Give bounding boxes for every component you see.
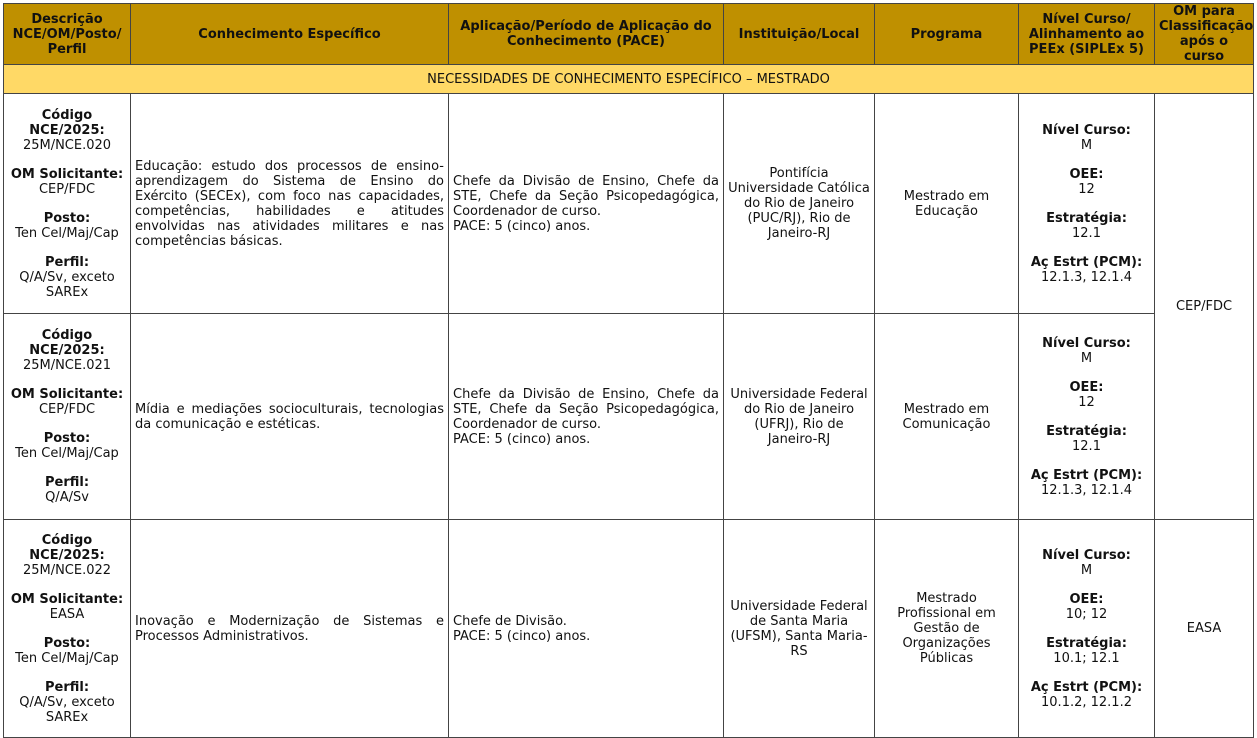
ac-estrt-value: 12.1.3, 12.1.4 bbox=[1041, 482, 1132, 498]
header-row bbox=[4, 4, 1254, 65]
om-classificacao-cell: EASA bbox=[1155, 520, 1254, 738]
nivel-cell bbox=[1019, 520, 1155, 738]
ac-estrt-value: 10.1.2, 12.1.2 bbox=[1041, 694, 1132, 710]
table-row bbox=[4, 314, 1254, 520]
perfil-value: Q/A/Sv, exceto SAREx bbox=[19, 269, 115, 300]
instituicao-cell: Pontifícia Universidade Católica do Rio de Janeiro (PUC/RJ), Rio de Janeiro-RJ bbox=[724, 94, 875, 314]
conhecimento-cell: Mídia e mediações socioculturais, tecnologias da comunicação e estéticas. bbox=[131, 314, 449, 520]
posto-value: Ten Cel/Maj/Cap bbox=[15, 225, 119, 241]
om-solicitante-label: OM Solicitante: bbox=[10, 387, 124, 402]
codigo-label: Código NCE/2025: bbox=[29, 328, 105, 358]
perfil-value: Q/A/Sv bbox=[45, 490, 89, 505]
pace-cell: Chefe de Divisão. PACE: 5 (cinco) anos. bbox=[449, 520, 724, 738]
table-row bbox=[4, 520, 1254, 738]
table-row bbox=[4, 94, 1254, 314]
instituicao-cell: Universidade Federal de Santa Maria (UFSM), Santa Maria-RS bbox=[724, 520, 875, 738]
om-classificacao-cell: CEP/FDC bbox=[1155, 94, 1254, 520]
pace-cell: Chefe da Divisão de Ensino, Chefe da STE, Chefe da Seção Psicopedagógica, Coordenador de curso. PACE: 5 (cinco) anos. bbox=[449, 94, 724, 314]
instituicao-cell: Universidade Federal do Rio de Janeiro (UFRJ), Rio de Janeiro-RJ bbox=[724, 314, 875, 520]
programa-cell: Mestrado em Comunicação bbox=[875, 314, 1019, 520]
estrategia-value: 10.1; 12.1 bbox=[1053, 650, 1120, 666]
header-om-classificacao: OM para Classificação após o curso bbox=[1155, 4, 1254, 65]
estrategia-value: 12.1 bbox=[1072, 225, 1101, 241]
nivel-curso-value: M bbox=[1080, 137, 1093, 153]
section-title: NECESSIDADES DE CONHECIMENTO ESPECÍFICO – MESTRADO bbox=[4, 65, 1254, 94]
header-nivel-curso: Nível Curso/ Alinhamento ao PEEx (SIPLEx 5) bbox=[1019, 4, 1155, 65]
programa-cell: Mestrado Profissional em Gestão de Organizações Públicas bbox=[875, 520, 1019, 738]
nivel-cell bbox=[1019, 314, 1155, 520]
oee-value: 10; 12 bbox=[1065, 606, 1108, 622]
perfil-value: Q/A/Sv, exceto SAREx bbox=[19, 694, 115, 725]
descricao-cell bbox=[4, 94, 131, 314]
nivel-curso-value: M bbox=[1080, 562, 1093, 578]
perfil-label: Perfil: bbox=[44, 254, 90, 270]
header-pace: Aplicação/Período de Aplicação do Conhecimento (PACE) bbox=[449, 4, 724, 65]
perfil-label: Perfil: bbox=[44, 475, 90, 490]
oee-value: 12 bbox=[1078, 394, 1095, 410]
om-solicitante-value: CEP/FDC bbox=[38, 181, 96, 197]
om-solicitante-label: OM Solicitante: bbox=[10, 591, 124, 607]
descricao-cell bbox=[4, 520, 131, 738]
estrategia-label: Estratégia: bbox=[1046, 635, 1127, 651]
codigo-value: 25M/NCE.020 bbox=[22, 137, 112, 153]
nivel-curso-label: Nível Curso: bbox=[1042, 547, 1131, 563]
header-instituicao: Instituição/Local bbox=[724, 4, 875, 65]
codigo-label: Código NCE/2025: bbox=[29, 532, 105, 563]
nivel-curso-label: Nível Curso: bbox=[1042, 122, 1131, 138]
oee-label: OEE: bbox=[1069, 379, 1104, 395]
om-solicitante-value: CEP/FDC bbox=[38, 402, 96, 417]
codigo-label: Código NCE/2025: bbox=[29, 107, 105, 138]
descricao-cell bbox=[4, 314, 131, 520]
conhecimento-cell: Inovação e Modernização de Sistemas e Processos Administrativos. bbox=[131, 520, 449, 738]
codigo-value: 25M/NCE.022 bbox=[22, 562, 112, 578]
om-solicitante-value: EASA bbox=[49, 606, 85, 622]
nivel-curso-label: Nível Curso: bbox=[1042, 335, 1131, 351]
header-descricao: Descrição NCE/OM/Posto/ Perfil bbox=[4, 4, 131, 65]
estrategia-label: Estratégia: bbox=[1046, 210, 1127, 226]
conhecimento-cell: Educação: estudo dos processos de ensino-aprendizagem do Sistema de Ensino do Exército (SECEx), com foco nas capacidades, competências, habilidades e atitudes envolvidas nas atividades militares e nas competências básicas. bbox=[131, 94, 449, 314]
estrategia-label: Estratégia: bbox=[1046, 423, 1127, 439]
ac-estrt-label: Aç Estrt (PCM): bbox=[1030, 467, 1143, 483]
posto-value: Ten Cel/Maj/Cap bbox=[15, 650, 119, 666]
ac-estrt-label: Aç Estrt (PCM): bbox=[1030, 254, 1143, 270]
programa-cell: Mestrado em Educação bbox=[875, 94, 1019, 314]
pace-cell: Chefe da Divisão de Ensino, Chefe da STE, Chefe da Seção Psicopedagógica, Coordenador de curso. PACE: 5 (cinco) anos. bbox=[449, 314, 724, 520]
estrategia-value: 12.1 bbox=[1072, 438, 1101, 454]
nce-table bbox=[3, 3, 1254, 738]
posto-value: Ten Cel/Maj/Cap bbox=[15, 446, 119, 461]
posto-label: Posto: bbox=[43, 635, 91, 651]
ac-estrt-label: Aç Estrt (PCM): bbox=[1030, 679, 1143, 695]
oee-label: OEE: bbox=[1069, 166, 1104, 182]
nivel-curso-value: M bbox=[1080, 350, 1093, 366]
codigo-value: 25M/NCE.021 bbox=[22, 358, 112, 373]
header-conhecimento: Conhecimento Específico bbox=[131, 4, 449, 65]
posto-label: Posto: bbox=[43, 431, 91, 446]
nivel-cell bbox=[1019, 94, 1155, 314]
header-programa: Programa bbox=[875, 4, 1019, 65]
perfil-label: Perfil: bbox=[44, 679, 90, 695]
posto-label: Posto: bbox=[43, 210, 91, 226]
om-solicitante-label: OM Solicitante: bbox=[10, 166, 124, 182]
ac-estrt-value: 12.1.3, 12.1.4 bbox=[1041, 269, 1132, 285]
section-row bbox=[4, 65, 1254, 94]
oee-value: 12 bbox=[1078, 181, 1095, 197]
oee-label: OEE: bbox=[1069, 591, 1104, 607]
